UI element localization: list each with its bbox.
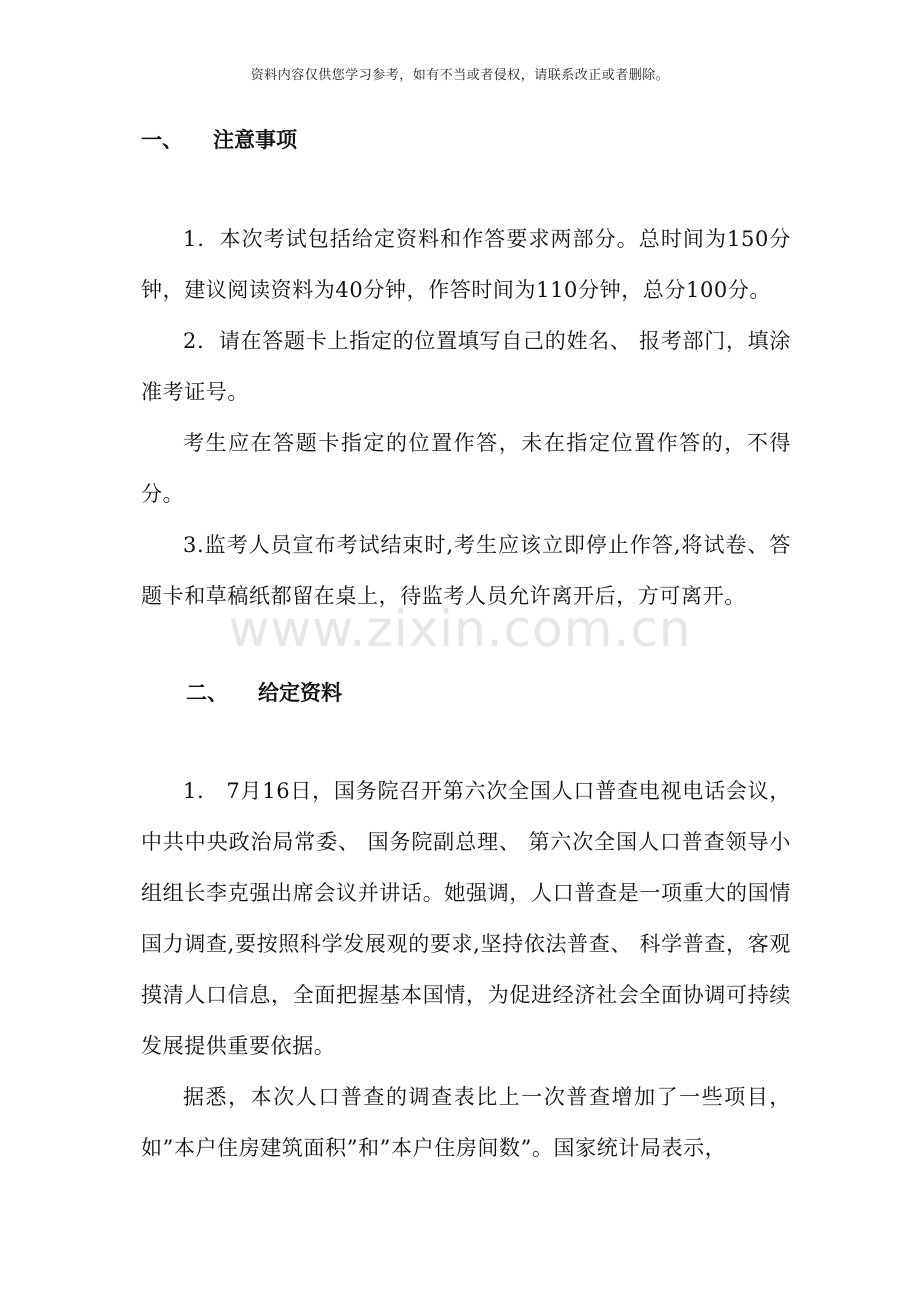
paragraph-census-survey: 据悉，本次人口普查的调查表比上一次普查增加了一些项目，如”本户住房建筑面积”和”本户住房间数”。国家统计局表示， bbox=[141, 1085, 791, 1160]
watermark: www.zixin.com.cn bbox=[228, 600, 692, 658]
paragraph-exam-end: 3.监考人员宣布考试结束时,考生应该立即停止作答,将试卷、答题卡和草稿纸都留在桌上，待监考人员允许离开后，方可离开。 bbox=[141, 533, 791, 608]
paragraph-census-meeting: 1． 7月16日，国务院召开第六次全国人口普查电视电话会议，中共中央政治局常委、 国务院副总理、 第六次全国人口普查领导小组组长李克强出席会议并讲话。她强调，人口普查是一项重大的国情国力调查,要按照科学发展观的要求,坚持依法普查、 科学普查，客观摸清人口信息，全面把握基本国情，为促进经济社会全面协调可持续发展提供重要依据。 bbox=[141, 779, 791, 1058]
section-heading-materials bbox=[186, 677, 342, 707]
paragraph-fill-answer-card: 2．请在答题卡上指定的位置填写自己的姓名、 报考部门，填涂准考证号。 bbox=[141, 329, 791, 404]
paragraph-exam-composition: 1．本次考试包括给定资料和作答要求两部分。总时间为150分钟，建议阅读资料为40分钟，作答时间为110分钟，总分100分。 bbox=[141, 227, 791, 302]
section-title: 注意事项 bbox=[213, 128, 297, 152]
section-number: 一、 bbox=[141, 128, 183, 152]
header-disclaimer: 资料内容仅供您学习参考，如有不当或者侵权，请联系改正或者删除。 bbox=[250, 68, 670, 83]
section-heading-notes bbox=[141, 124, 297, 154]
paragraph-answer-location: 考生应在答题卡指定的位置作答，未在指定位置作答的，不得分。 bbox=[141, 431, 791, 506]
section-number: 二、 bbox=[186, 681, 228, 705]
section-title: 给定资料 bbox=[258, 681, 342, 705]
